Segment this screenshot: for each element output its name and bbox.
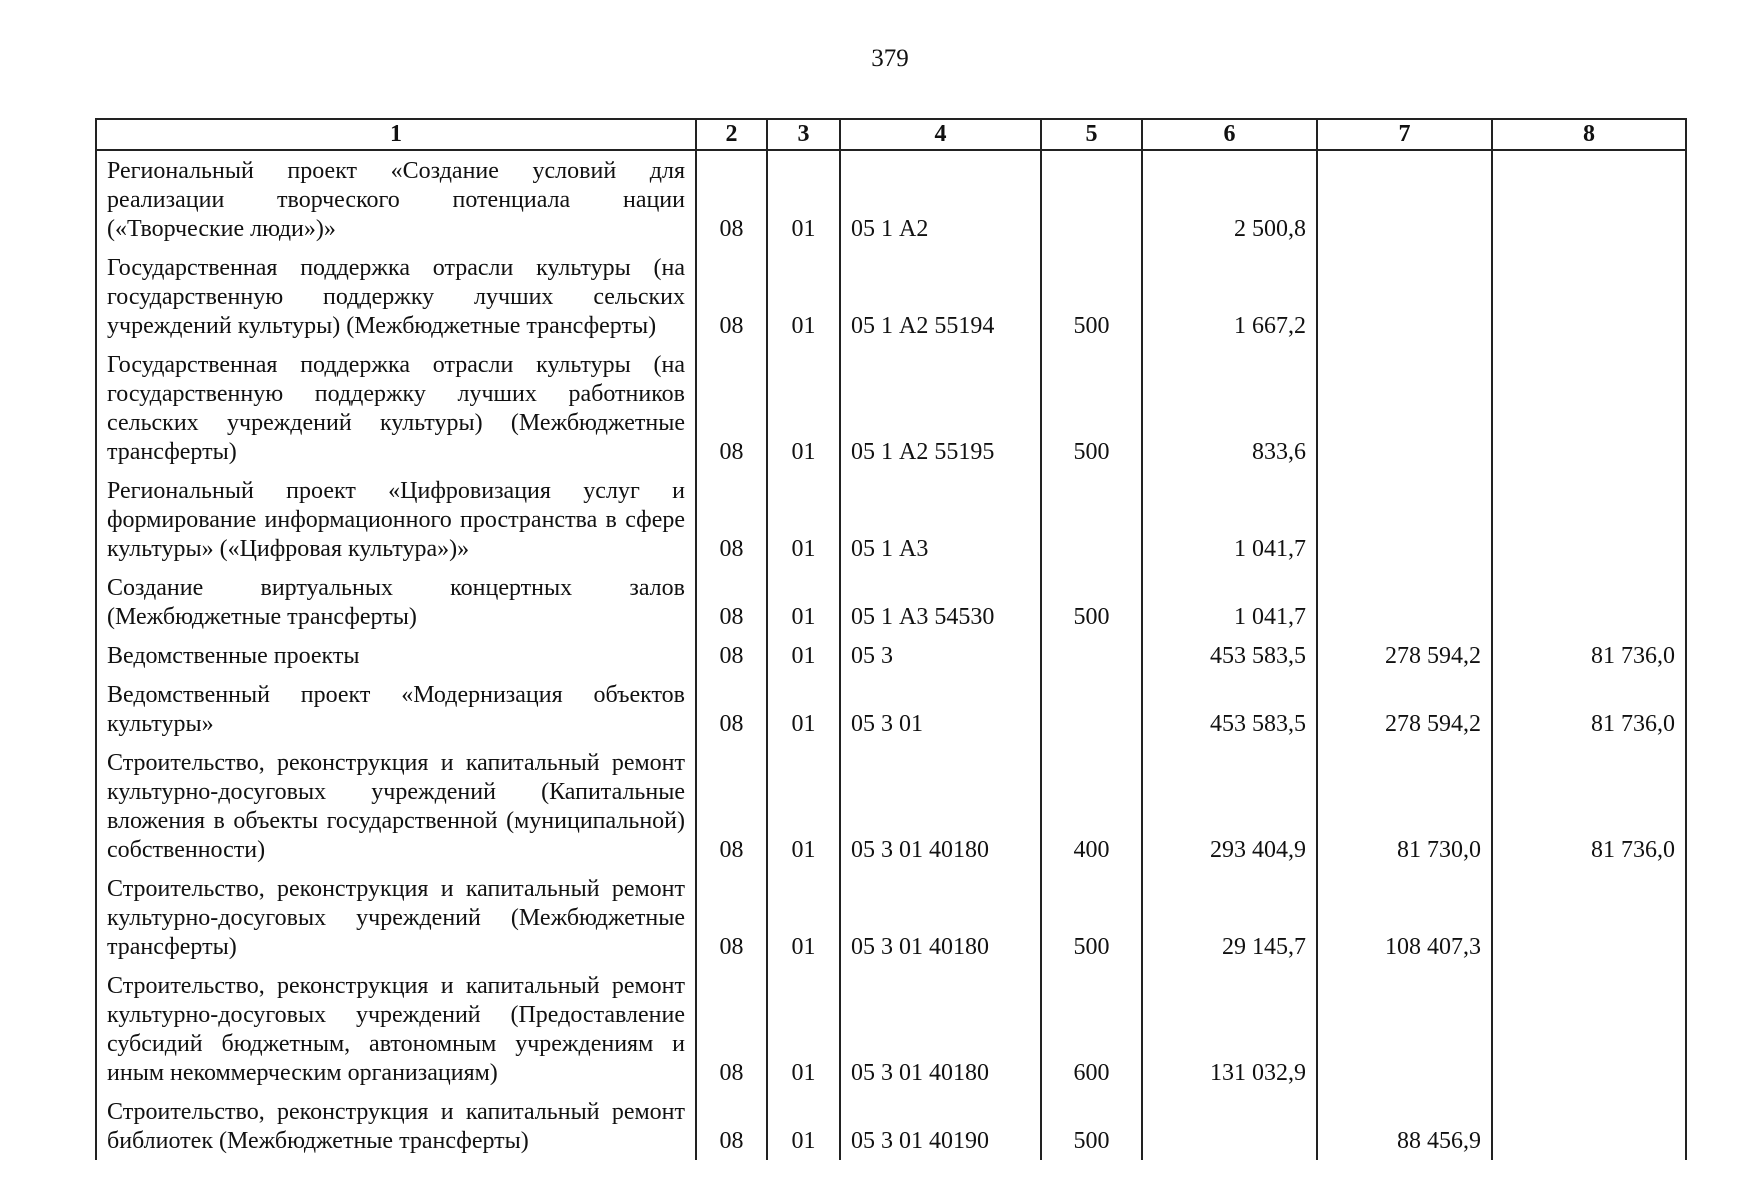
- subsection-code-cell: 01: [767, 675, 840, 743]
- subsection-code-cell: 01: [767, 636, 840, 675]
- expense-type-cell: 500: [1041, 248, 1142, 345]
- amount-col7-cell: [1317, 966, 1492, 1092]
- table-row: [96, 471, 1686, 568]
- subsection-code-cell: 01: [767, 248, 840, 345]
- expense-type-cell: 500: [1041, 345, 1142, 471]
- budget-table-container: [95, 118, 1687, 1160]
- target-article-cell: 05 3 01 40180: [840, 966, 1041, 1092]
- amount-col8-cell: [1492, 345, 1686, 471]
- amount-col6-cell: 1 041,7: [1142, 568, 1317, 636]
- amount-col6-cell: 293 404,9: [1142, 743, 1317, 869]
- table-row: [96, 675, 1686, 743]
- amount-col8-cell: [1492, 568, 1686, 636]
- amount-col8-cell: [1492, 966, 1686, 1092]
- subsection-code-cell: 01: [767, 471, 840, 568]
- amount-col8-cell: 81 736,0: [1492, 636, 1686, 675]
- section-code-cell: 08: [696, 248, 767, 345]
- row-name-cell: Строительство, реконструкция и капитальный ремонт библиотек (Межбюджетные трансферты): [96, 1092, 696, 1160]
- subsection-code-cell: 01: [767, 743, 840, 869]
- amount-col7-cell: [1317, 568, 1492, 636]
- target-article-cell: 05 1 А2: [840, 150, 1041, 248]
- budget-table: [95, 118, 1687, 1160]
- row-name-cell: Создание виртуальных концертных залов (Межбюджетные трансферты): [96, 568, 696, 636]
- section-code-cell: 08: [696, 345, 767, 471]
- target-article-cell: 05 3 01: [840, 675, 1041, 743]
- section-code-cell: 08: [696, 869, 767, 966]
- column-header-4: 4: [840, 119, 1041, 150]
- table-row: [96, 1092, 1686, 1160]
- section-code-cell: 08: [696, 568, 767, 636]
- table-row: [96, 966, 1686, 1092]
- amount-col7-cell: [1317, 150, 1492, 248]
- section-code-cell: 08: [696, 1092, 767, 1160]
- row-name-cell: Государственная поддержка отрасли культуры (на государственную поддержку лучших работников сельских учреждений культуры) (Межбюджетные трансферты): [96, 345, 696, 471]
- amount-col8-cell: [1492, 248, 1686, 345]
- target-article-cell: 05 1 А2 55194: [840, 248, 1041, 345]
- amount-col6-cell: 1 667,2: [1142, 248, 1317, 345]
- target-article-cell: 05 3 01 40190: [840, 1092, 1041, 1160]
- amount-col7-cell: [1317, 471, 1492, 568]
- expense-type-cell: 500: [1041, 869, 1142, 966]
- amount-col7-cell: [1317, 248, 1492, 345]
- amount-col7-cell: [1317, 345, 1492, 471]
- expense-type-cell: [1041, 150, 1142, 248]
- table-row: [96, 150, 1686, 248]
- column-header-2: 2: [696, 119, 767, 150]
- expense-type-cell: 600: [1041, 966, 1142, 1092]
- table-row: [96, 636, 1686, 675]
- expense-type-cell: 500: [1041, 568, 1142, 636]
- subsection-code-cell: 01: [767, 150, 840, 248]
- subsection-code-cell: 01: [767, 869, 840, 966]
- amount-col7-cell: 108 407,3: [1317, 869, 1492, 966]
- expense-type-cell: 400: [1041, 743, 1142, 869]
- table-row: [96, 743, 1686, 869]
- section-code-cell: 08: [696, 675, 767, 743]
- column-header-6: 6: [1142, 119, 1317, 150]
- column-header-3: 3: [767, 119, 840, 150]
- subsection-code-cell: 01: [767, 966, 840, 1092]
- target-article-cell: 05 3 01 40180: [840, 743, 1041, 869]
- row-name-cell: Строительство, реконструкция и капитальный ремонт культурно-досуговых учреждений (Межбюджетные трансферты): [96, 869, 696, 966]
- amount-col6-cell: [1142, 1092, 1317, 1160]
- row-name-cell: Ведомственный проект «Модернизация объектов культуры»: [96, 675, 696, 743]
- amount-col6-cell: 29 145,7: [1142, 869, 1317, 966]
- amount-col7-cell: 278 594,2: [1317, 675, 1492, 743]
- amount-col8-cell: 81 736,0: [1492, 743, 1686, 869]
- section-code-cell: 08: [696, 471, 767, 568]
- amount-col6-cell: 1 041,7: [1142, 471, 1317, 568]
- amount-col8-cell: [1492, 150, 1686, 248]
- row-name-cell: Государственная поддержка отрасли культуры (на государственную поддержку лучших сельских учреждений культуры) (Межбюджетные трансферты): [96, 248, 696, 345]
- amount-col8-cell: [1492, 869, 1686, 966]
- subsection-code-cell: 01: [767, 1092, 840, 1160]
- section-code-cell: 08: [696, 966, 767, 1092]
- row-name-cell: Региональный проект «Цифровизация услуг и формирование информационного пространства в сфере культуры» («Цифровая культура»)»: [96, 471, 696, 568]
- amount-col6-cell: 453 583,5: [1142, 675, 1317, 743]
- target-article-cell: 05 3: [840, 636, 1041, 675]
- table-row: [96, 568, 1686, 636]
- amount-col7-cell: 278 594,2: [1317, 636, 1492, 675]
- table-row: [96, 248, 1686, 345]
- column-header-8: 8: [1492, 119, 1686, 150]
- amount-col6-cell: 833,6: [1142, 345, 1317, 471]
- column-header-1: 1: [96, 119, 696, 150]
- amount-col6-cell: 2 500,8: [1142, 150, 1317, 248]
- expense-type-cell: 500: [1041, 1092, 1142, 1160]
- subsection-code-cell: 01: [767, 345, 840, 471]
- row-name-cell: Ведомственные проекты: [96, 636, 696, 675]
- table-row: [96, 869, 1686, 966]
- column-header-5: 5: [1041, 119, 1142, 150]
- section-code-cell: 08: [696, 150, 767, 248]
- amount-col7-cell: 81 730,0: [1317, 743, 1492, 869]
- target-article-cell: 05 1 А3 54530: [840, 568, 1041, 636]
- section-code-cell: 08: [696, 743, 767, 869]
- amount-col6-cell: 131 032,9: [1142, 966, 1317, 1092]
- column-header-7: 7: [1317, 119, 1492, 150]
- table-row: [96, 345, 1686, 471]
- row-name-cell: Региональный проект «Создание условий для реализации творческого потенциала нации («Творческие люди»)»: [96, 150, 696, 248]
- expense-type-cell: [1041, 675, 1142, 743]
- target-article-cell: 05 3 01 40180: [840, 869, 1041, 966]
- expense-type-cell: [1041, 471, 1142, 568]
- row-name-cell: Строительство, реконструкция и капитальный ремонт культурно-досуговых учреждений (Предоставление субсидий бюджетным, автономным учреждениям и иным некоммерческим организациям): [96, 966, 696, 1092]
- page-number: 379: [871, 45, 909, 72]
- amount-col8-cell: [1492, 1092, 1686, 1160]
- amount-col7-cell: 88 456,9: [1317, 1092, 1492, 1160]
- table-header-row: [96, 119, 1686, 150]
- target-article-cell: 05 1 А2 55195: [840, 345, 1041, 471]
- amount-col8-cell: [1492, 471, 1686, 568]
- row-name-cell: Строительство, реконструкция и капитальный ремонт культурно-досуговых учреждений (Капитальные вложения в объекты государственной (муниципальной) собственности): [96, 743, 696, 869]
- target-article-cell: 05 1 А3: [840, 471, 1041, 568]
- subsection-code-cell: 01: [767, 568, 840, 636]
- expense-type-cell: [1041, 636, 1142, 675]
- amount-col8-cell: 81 736,0: [1492, 675, 1686, 743]
- amount-col6-cell: 453 583,5: [1142, 636, 1317, 675]
- section-code-cell: 08: [696, 636, 767, 675]
